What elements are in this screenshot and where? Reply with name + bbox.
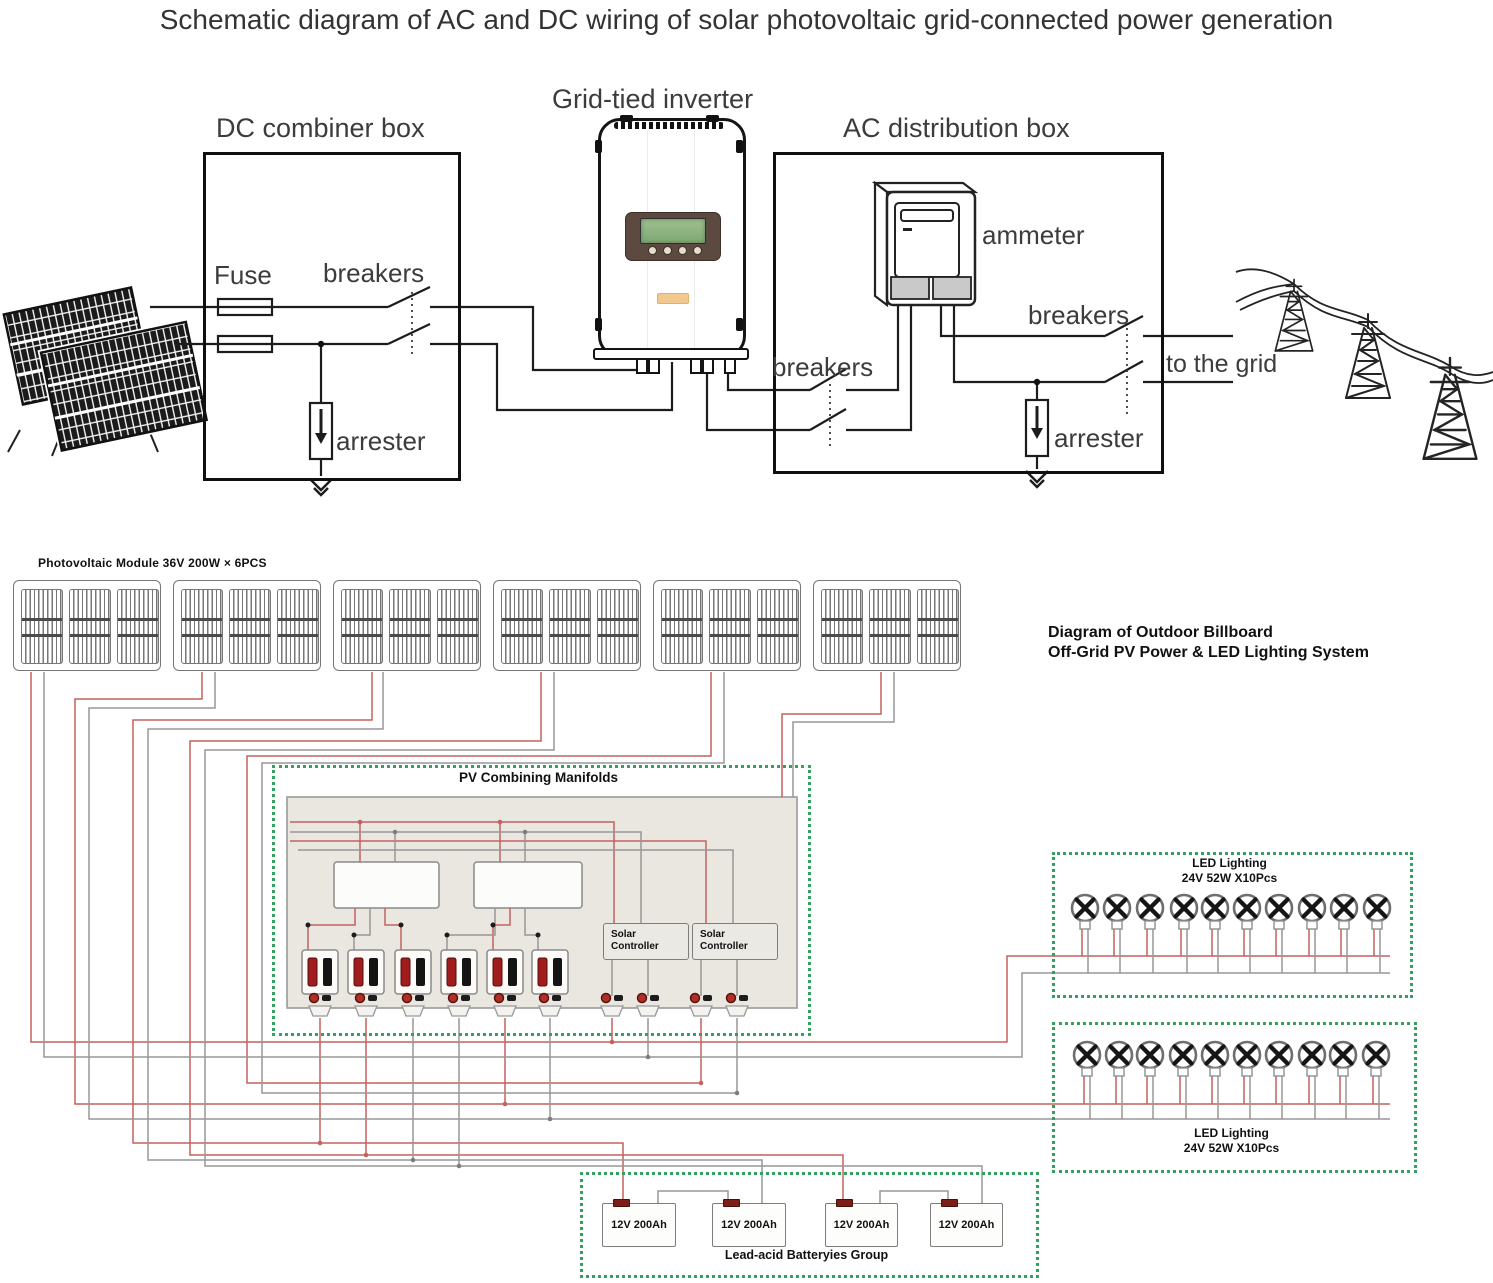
ac-arrester-label: arrester	[1054, 423, 1144, 453]
led-label-line1: LED Lighting	[1192, 856, 1267, 870]
pv-module	[653, 580, 801, 671]
battery-label: 12V 200Ah	[938, 1219, 995, 1231]
pv-module	[333, 580, 481, 671]
ac-box-label: AC distribution box	[843, 113, 1070, 143]
ac-breakers-right-label: breakers	[1028, 300, 1130, 330]
battery-2	[712, 1203, 786, 1247]
battery-label: 12V 200Ah	[721, 1219, 777, 1231]
led-label-line1: LED Lighting	[1194, 1126, 1269, 1140]
to-grid-label: to the grid	[1166, 350, 1278, 378]
battery-4	[930, 1203, 1003, 1247]
solar-controller-2	[692, 923, 778, 960]
inverter-vent-grille	[614, 122, 724, 129]
pv-module-label: Photovoltaic Module 36V 200W × 6PCS	[38, 556, 267, 570]
manifold-title: PV Combining Manifolds	[459, 770, 618, 785]
ac-breakers-left-label: breakers	[772, 352, 874, 382]
pv-module	[813, 580, 961, 671]
battery-label: 12V 200Ah	[611, 1219, 667, 1231]
solar-controller-1	[603, 923, 689, 960]
inverter-lcd-screen	[640, 218, 706, 244]
led-label-line2: 24V 52W X10Pcs	[1183, 1141, 1280, 1155]
pv-combining-manifolds-box	[272, 765, 811, 1036]
ammeter-label: ammeter	[982, 220, 1085, 250]
battery-3	[825, 1203, 898, 1247]
inverter-label: Grid-tied inverter	[552, 84, 754, 114]
solar-panels-icon	[4, 287, 207, 456]
billboard-heading-line1: Diagram of Outdoor Billboard	[1048, 624, 1273, 641]
controller-label-line1: Solar	[700, 929, 726, 940]
battery-terminal	[941, 1199, 958, 1207]
led-label-line2: 24V 52W X10Pcs	[1181, 871, 1278, 885]
fuse-label: Fuse	[214, 260, 272, 290]
battery-terminal	[613, 1199, 630, 1207]
battery-label: 12V 200Ah	[833, 1219, 890, 1231]
dc-arrester-label: arrester	[336, 426, 426, 456]
inverter-buttons	[648, 246, 702, 255]
inverter-label-sticker	[657, 293, 689, 304]
controller-label-line2: Controller	[700, 941, 748, 952]
inverter-display	[625, 212, 721, 261]
billboard-heading-line2: Off-Grid PV Power & LED Lighting System	[1048, 644, 1369, 661]
pv-module	[173, 580, 321, 671]
pv-module	[13, 580, 161, 671]
controller-label-line1: Solar	[611, 929, 637, 940]
led-box1-label	[1052, 856, 1407, 886]
page-title: Schematic diagram of AC and DC wiring of solar photovoltaic grid-connected power generation	[159, 4, 1334, 35]
dc-box-label: DC combiner box	[216, 113, 425, 143]
grid-tied-inverter	[598, 118, 746, 370]
battery-1	[602, 1203, 676, 1247]
battery-group-label: Lead-acid Batteryies Group	[724, 1248, 889, 1262]
led-box2-label	[1052, 1126, 1411, 1156]
battery-terminal	[723, 1199, 740, 1207]
pv-module	[493, 580, 641, 671]
battery-terminal	[836, 1199, 853, 1207]
controller-label-line2: Controller	[611, 941, 659, 952]
dc-breakers-label: breakers	[323, 258, 425, 288]
